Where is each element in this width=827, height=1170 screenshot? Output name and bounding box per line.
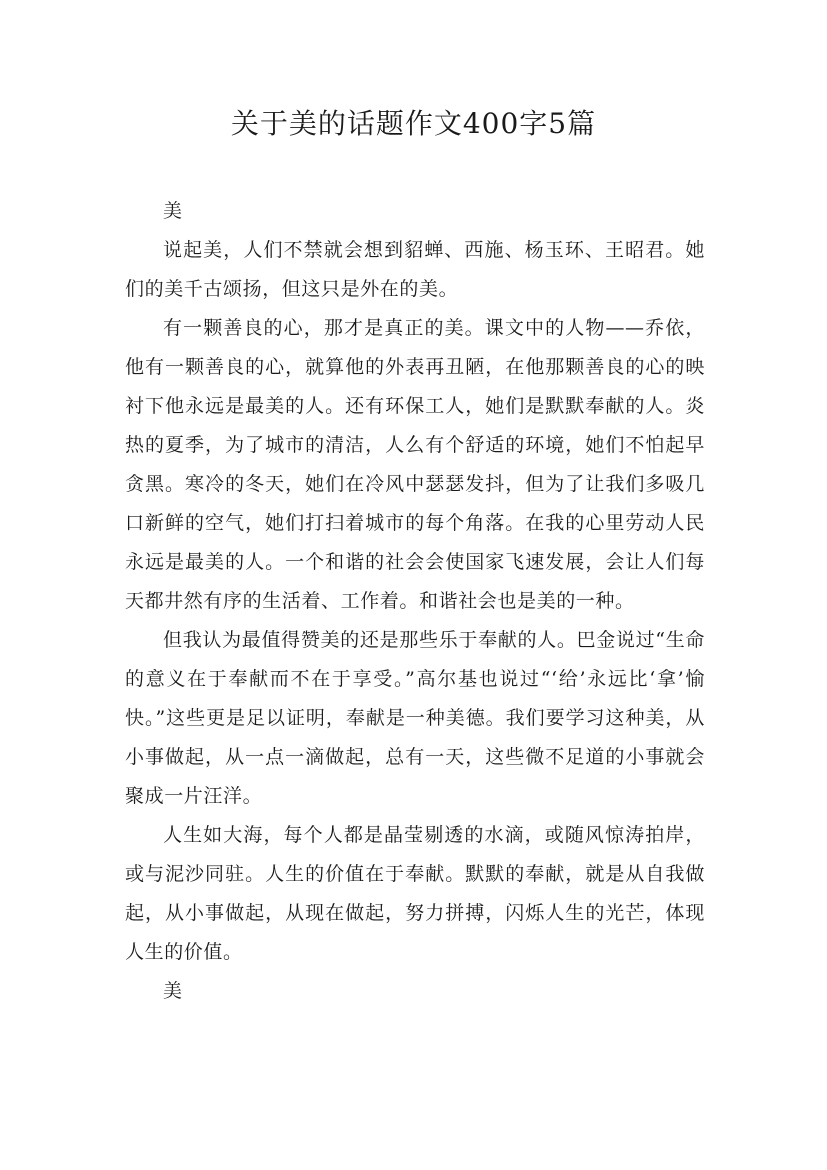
section-heading: 美 (163, 200, 183, 222)
paragraph-3: 但我认为最值得赞美的还是那些乐于奉献的人。巴金说过“生命的意义在于奉献而不在于享受。”高尔基也说过“‘给’永远比‘拿’愉快。”这些更是足以证明，奉献是一种美德。我们要学习这种美，从小事做起，从一点一滴做起，总有一天，这些微不足道的小事就会聚成一片汪洋。 (125, 629, 705, 807)
paragraph-4: 人生如大海，每个人都是晶莹剔透的水滴，或随风惊涛拍岸，或与泥沙同驻。人生的价值在于奉献。默默的奉献，就是从自我做起，从小事做起，从现在做起，努力拼搏，闪烁人生的光芒，体现人生的价值。 (125, 824, 705, 963)
document-title: 关于美的话题作文400字5篇 (230, 107, 597, 140)
document-body (125, 192, 705, 1011)
section-heading-2: 美 (163, 980, 183, 1002)
paragraph-2: 有一颗善良的心，那才是真正的美。课文中的人物——乔依，他有一颗善良的心，就算他的外表再丑陋，在他那颗善良的心的映衬下他永远是最美的人。还有环保工人，她们是默默奉献的人。炎热的夏季，为了城市的清洁，人么有个舒适的环境，她们不怕起早贪黑。寒冷的冬天，她们在冷风中瑟瑟发抖，但为了让我们多吸几口新鲜的空气，她们打扫着城市的每个角落。在我的心里劳动人民永远是最美的人。一个和谐的社会会使国家飞速发展，会让人们每天都井然有序的生活着、工作着。和谐社会也是美的一种。 (125, 317, 705, 612)
paragraph-1: 说起美，人们不禁就会想到貂蝉、西施、杨玉环、王昭君。她们的美千古颂扬，但这只是外在的美。 (125, 239, 705, 300)
